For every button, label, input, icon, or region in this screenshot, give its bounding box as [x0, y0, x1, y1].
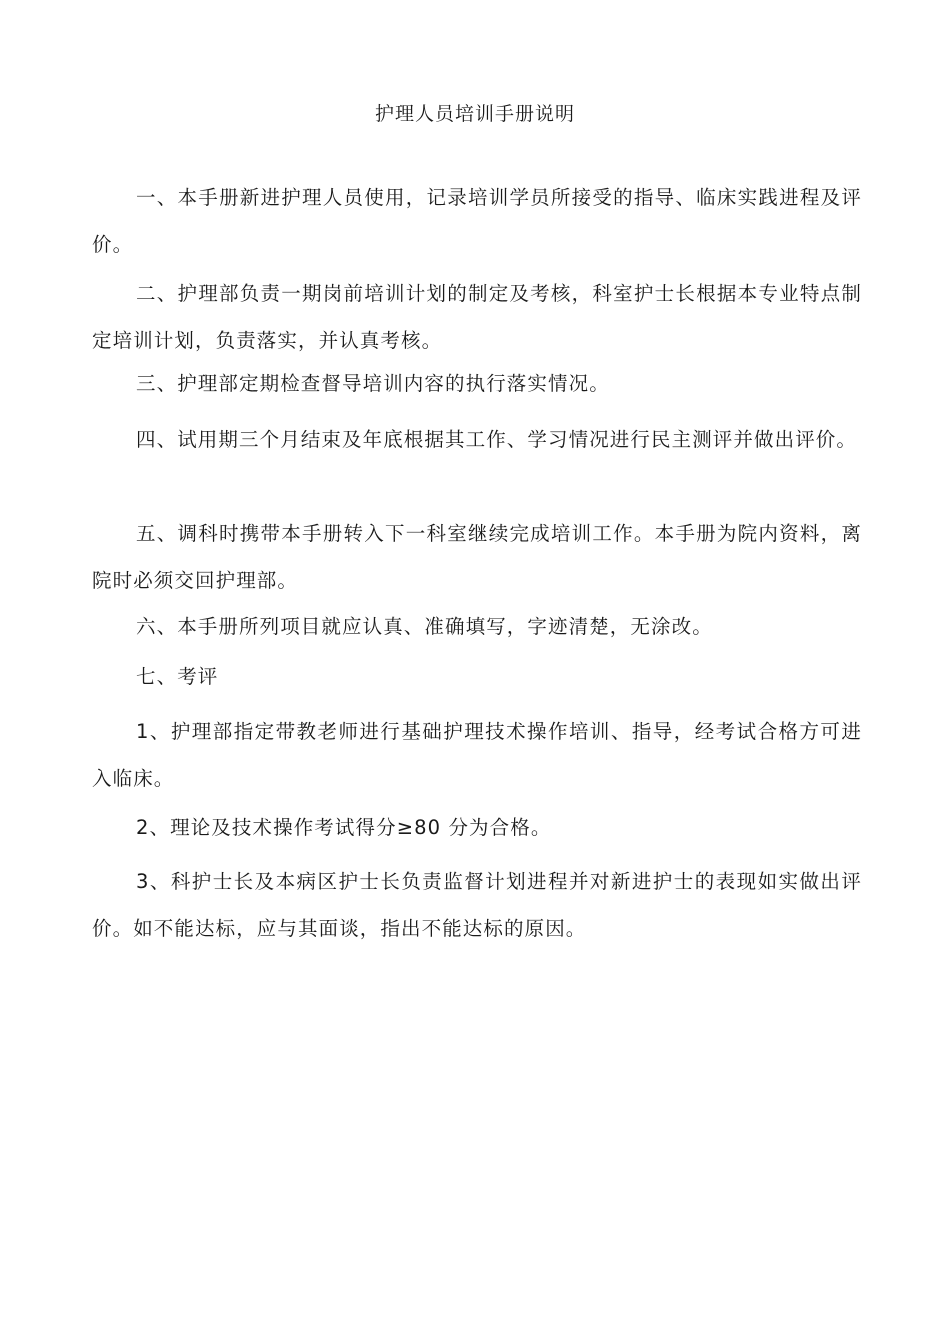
document-title: 护理人员培训手册说明	[374, 103, 575, 125]
evaluation-item-2: 2、理论及技术操作考试得分≥80 分为合格。	[136, 816, 552, 839]
paragraph-4: 四、试用期三个月结束及年底根据其工作、学习情况进行民主测评并做出评价。	[136, 428, 858, 451]
evaluation-item-1: 1、护理部指定带教老师进行基础护理技术操作培训、指导，经考试合格方可进入临床。	[92, 720, 862, 790]
paragraph-1: 一、本手册新进护理人员使用，记录培训学员所接受的指导、临床实践进程及评价。	[92, 186, 862, 256]
paragraph-6: 六、本手册所列项目就应认真、准确填写，字迹清楚，无涂改。	[136, 615, 713, 638]
paragraph-3: 三、护理部定期检查督导培训内容的执行落实情况。	[136, 372, 610, 395]
paragraph-5: 五、调科时携带本手册转入下一科室继续完成培训工作。本手册为院内资料，离院时必须交回护理部。	[92, 522, 862, 592]
paragraph-2: 二、护理部负责一期岗前培训计划的制定及考核，科室护士长根据本专业特点制定培训计划，负责落实，并认真考核。	[92, 282, 862, 352]
evaluation-item-3: 3、科护士长及本病区护士长负责监督计划进程并对新进护士的表现如实做出评价。如不能达标，应与其面谈，指出不能达标的原因。	[92, 870, 862, 940]
paragraph-7-heading: 七、考评	[136, 665, 219, 688]
